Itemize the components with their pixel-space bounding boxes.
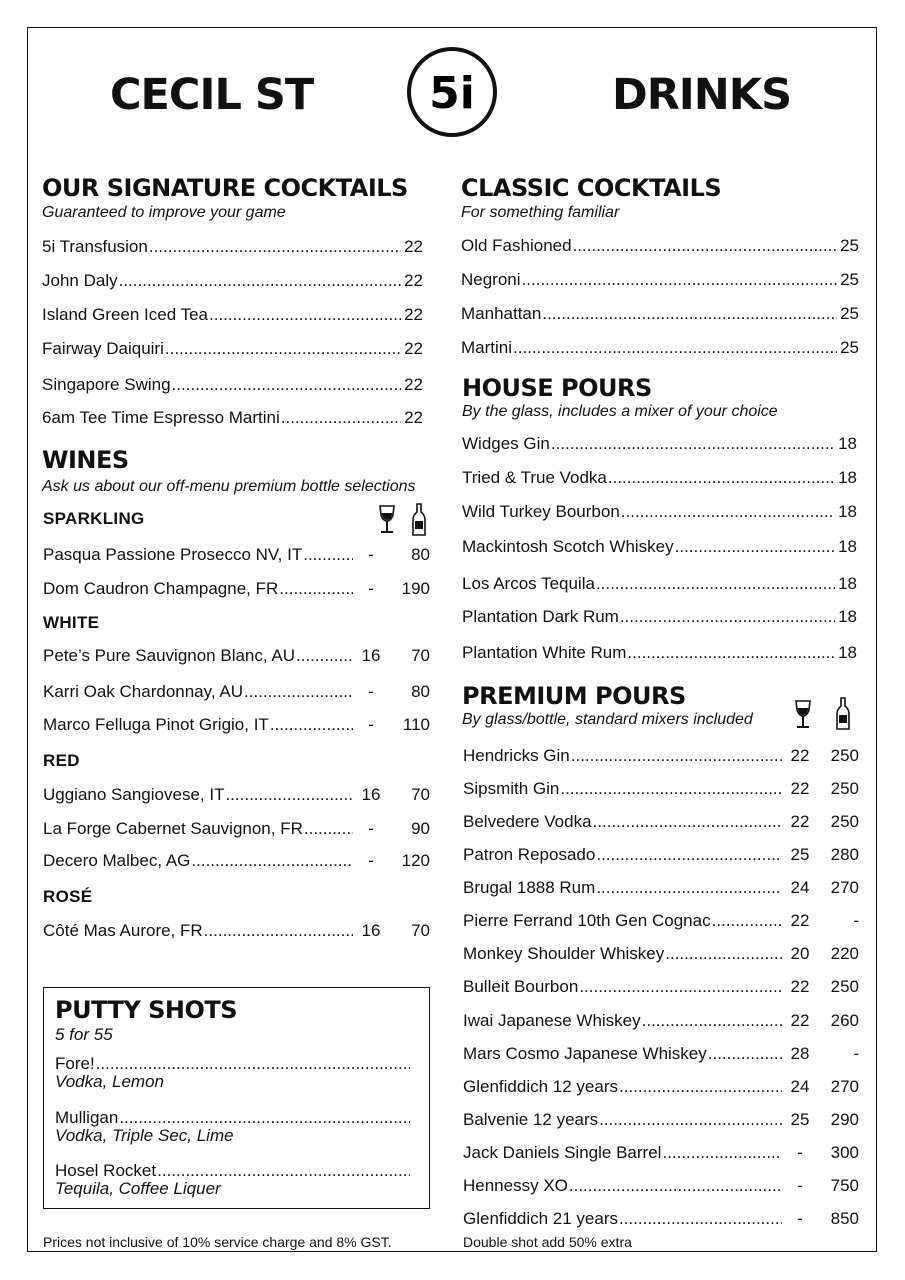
bottle-price: 250	[830, 779, 859, 798]
item-name: Hendricks Gin	[463, 746, 570, 765]
leader-dots	[579, 976, 782, 998]
glass-price: 25	[790, 1110, 810, 1129]
glass-price: -	[797, 1209, 803, 1228]
item-price: 18	[838, 434, 857, 453]
premium-title: PREMIUM POURS	[462, 682, 686, 710]
glass-price: 16	[361, 646, 381, 665]
menu-item	[461, 303, 859, 325]
item-name: Bulleit Bourbon	[463, 977, 579, 996]
menu-item	[462, 501, 857, 523]
header-title: DRINKS	[612, 70, 792, 120]
leader-dots	[225, 784, 353, 806]
red-label: RED	[43, 751, 80, 770]
leader-dots	[675, 536, 835, 558]
wine-item	[43, 681, 430, 703]
item-name: Mars Cosmo Japanese Whiskey	[463, 1044, 707, 1063]
glass-price: 24	[790, 1077, 810, 1096]
item-name: Hennessy XO	[463, 1176, 568, 1195]
item-name: Los Arcos Tequila	[462, 574, 595, 593]
item-name: Martini	[461, 338, 513, 357]
bottle-price: 70	[411, 785, 430, 804]
header-location: CECIL ST	[110, 70, 314, 120]
wine-item	[43, 544, 430, 566]
wines-subtitle: Ask us about our off-menu premium bottle selections	[42, 478, 416, 495]
premium-item	[463, 778, 859, 800]
item-name: Glenfiddich 21 years	[463, 1209, 618, 1228]
glass-price: 22	[790, 911, 810, 930]
menu-item	[462, 536, 857, 558]
leader-dots	[296, 645, 353, 667]
shot-ingredients: Tequila, Coffee Liquer	[55, 1179, 221, 1198]
wine-glass-icon	[378, 505, 396, 540]
bottle-price: 300	[830, 1143, 859, 1162]
leader-dots	[620, 606, 835, 628]
leader-dots	[165, 338, 401, 360]
bottle-price: 280	[830, 845, 859, 864]
footer-service-note: Prices not inclusive of 10% service charge and 8% GST.	[43, 1234, 392, 1250]
wine-glass-icon	[794, 700, 812, 735]
leader-dots	[608, 467, 835, 489]
premium-item	[463, 745, 859, 767]
item-price: 22	[404, 305, 423, 324]
premium-item	[463, 1109, 859, 1131]
bottle-price: 220	[830, 944, 859, 963]
item-name: Glenfiddich 12 years	[463, 1077, 618, 1096]
glass-price: -	[368, 545, 374, 564]
leader-dots	[304, 818, 353, 840]
leader-dots	[596, 877, 782, 899]
item-price: 22	[404, 271, 423, 290]
leader-dots	[599, 1109, 782, 1131]
item-name: Jack Daniels Single Barrel	[463, 1143, 662, 1162]
menu-item	[42, 270, 423, 292]
wine-item	[43, 578, 430, 600]
item-name: 5i Transfusion	[42, 237, 148, 256]
bottle-price: 750	[830, 1176, 859, 1195]
putty-shots-box	[43, 987, 430, 1209]
white-label: WHITE	[43, 613, 100, 632]
wine-item	[43, 850, 430, 872]
leader-dots	[642, 1010, 782, 1032]
premium-item	[463, 943, 859, 965]
premium-item	[463, 1043, 859, 1065]
leader-dots	[522, 269, 838, 291]
shots-title: PUTTY SHOTS	[55, 996, 238, 1024]
wine-item	[43, 714, 430, 736]
glass-price: 20	[790, 944, 810, 963]
glass-price: 22	[790, 746, 810, 765]
leader-dots	[662, 1142, 782, 1164]
shot-name: Fore!	[55, 1054, 95, 1073]
item-price: 18	[838, 574, 857, 593]
premium-item	[463, 1175, 859, 1197]
item-price: 25	[840, 270, 859, 289]
premium-item	[463, 1142, 859, 1164]
item-name: Karri Oak Chardonnay, AU	[43, 682, 243, 701]
item-name: Pete’s Pure Sauvignon Blanc, AU	[43, 646, 296, 665]
leader-dots	[119, 270, 401, 292]
leader-dots	[270, 714, 353, 736]
leader-dots	[204, 920, 353, 942]
item-price: 18	[838, 502, 857, 521]
premium-item	[463, 1076, 859, 1098]
premium-item	[463, 811, 859, 833]
item-price: 22	[404, 339, 423, 358]
glass-price: -	[368, 715, 374, 734]
item-name: 6am Tee Time Espresso Martini	[42, 408, 280, 427]
item-name: Uggiano Sangiovese, IT	[43, 785, 225, 804]
item-name: Negroni	[461, 270, 521, 289]
item-name: Singapore Swing	[42, 375, 171, 394]
bottle-price: 70	[411, 646, 430, 665]
item-price: 25	[840, 338, 859, 357]
bottle-price: 850	[830, 1209, 859, 1228]
rose-label: ROSÉ	[43, 887, 93, 906]
bottle-price: 250	[830, 812, 859, 831]
premium-item	[463, 910, 859, 932]
wine-item	[43, 784, 430, 806]
bottle-price: 270	[830, 878, 859, 897]
bottle-price: 260	[830, 1011, 859, 1030]
glass-price: -	[368, 579, 374, 598]
leader-dots	[571, 745, 782, 767]
leader-dots	[244, 681, 353, 703]
menu-item	[462, 606, 857, 628]
premium-item	[463, 844, 859, 866]
shot-ingredients: Vodka, Lemon	[55, 1072, 164, 1091]
leader-dots	[569, 1175, 782, 1197]
leader-dots	[191, 850, 353, 872]
menu-item	[462, 467, 857, 489]
glass-price: 24	[790, 878, 810, 897]
item-name: Plantation White Rum	[462, 643, 627, 662]
leader-dots	[627, 642, 835, 664]
glass-price: -	[368, 682, 374, 701]
bottle-price: -	[853, 1044, 859, 1063]
glass-price: -	[368, 851, 374, 870]
leader-dots	[172, 374, 402, 396]
bottle-price: 290	[830, 1110, 859, 1129]
logo	[406, 46, 498, 138]
item-name: Balvenie 12 years	[463, 1110, 599, 1129]
glass-price: -	[368, 819, 374, 838]
item-name: Fairway Daiquiri	[42, 339, 164, 358]
item-name: John Daly	[42, 271, 118, 290]
item-name: Pierre Ferrand 10th Gen Cognac	[463, 911, 711, 930]
glass-price: 22	[790, 977, 810, 996]
bottle-price: 250	[830, 746, 859, 765]
bottle-price: 90	[411, 819, 430, 838]
glass-price: 28	[790, 1044, 810, 1063]
menu-item	[461, 269, 859, 291]
item-name: Marco Felluga Pinot Grigio, IT	[43, 715, 269, 734]
item-price: 22	[404, 375, 423, 394]
item-name: Pasqua Passione Prosecco NV, IT	[43, 545, 303, 564]
item-name: Wild Turkey Bourbon	[462, 502, 620, 521]
menu-item	[42, 236, 423, 258]
signature-title: OUR SIGNATURE COCKTAILS	[42, 174, 408, 202]
signature-subtitle: Guaranteed to improve your game	[42, 204, 286, 221]
leader-dots	[542, 303, 837, 325]
item-name: Widges Gin	[462, 434, 550, 453]
house-title: HOUSE POURS	[462, 374, 652, 402]
leader-dots	[619, 1076, 782, 1098]
leader-dots	[281, 407, 401, 429]
bottle-price: 250	[830, 977, 859, 996]
footer-double-shot-note: Double shot add 50% extra	[463, 1234, 632, 1250]
item-name: Patron Reposado	[463, 845, 596, 864]
bottle-price: 80	[411, 682, 430, 701]
item-name: Island Green Iced Tea	[42, 305, 209, 324]
leader-dots	[560, 778, 782, 800]
glass-price: 16	[361, 921, 381, 940]
item-price: 18	[838, 468, 857, 487]
item-price: 18	[838, 643, 857, 662]
item-name: Decero Malbec, AG	[43, 851, 191, 870]
glass-price: -	[797, 1176, 803, 1195]
item-price: 25	[840, 304, 859, 323]
wine-bottle-icon	[412, 503, 426, 542]
bottle-price: 120	[401, 851, 430, 870]
item-name: Monkey Shoulder Whiskey	[463, 944, 665, 963]
bottle-price: 110	[402, 715, 430, 734]
bottle-price: 80	[411, 545, 430, 564]
bottle-price: 70	[411, 921, 430, 940]
item-name: Belvedere Vodka	[463, 812, 592, 831]
leader-dots	[551, 433, 835, 455]
item-name: Old Fashioned	[461, 236, 572, 255]
leader-dots	[619, 1208, 782, 1230]
classic-title: CLASSIC COCKTAILS	[461, 174, 722, 202]
wine-item	[43, 818, 430, 840]
glass-price: 22	[790, 779, 810, 798]
item-price: 22	[404, 237, 423, 256]
menu-item	[462, 433, 857, 455]
glass-price: -	[797, 1143, 803, 1162]
bottle-price: 190	[401, 579, 430, 598]
leader-dots	[593, 811, 782, 833]
shot-ingredients: Vodka, Triple Sec, Lime	[55, 1126, 234, 1145]
item-name: Brugal 1888 Rum	[463, 878, 596, 897]
item-name: Plantation Dark Rum	[462, 607, 619, 626]
premium-subtitle: By glass/bottle, standard mixers included	[462, 711, 753, 728]
premium-item	[463, 1010, 859, 1032]
item-price: 25	[840, 236, 859, 255]
item-name: Côté Mas Aurore, FR	[43, 921, 203, 940]
classic-subtitle: For something familiar	[461, 204, 620, 221]
wine-item	[43, 645, 430, 667]
glass-price: 22	[790, 1011, 810, 1030]
glass-price: 16	[361, 785, 381, 804]
wine-item	[43, 920, 430, 942]
leader-dots	[513, 337, 837, 359]
bottle-price: 270	[830, 1077, 859, 1096]
glass-price: 25	[790, 845, 810, 864]
item-name: Dom Caudron Champagne, FR	[43, 579, 279, 598]
leader-dots	[712, 910, 782, 932]
leader-dots	[573, 235, 838, 257]
leader-dots	[279, 578, 353, 600]
premium-item	[463, 976, 859, 998]
premium-item	[463, 877, 859, 899]
logo-text: 5i	[429, 68, 475, 119]
sparkling-label: SPARKLING	[43, 509, 145, 528]
leader-dots	[209, 304, 401, 326]
wine-bottle-icon	[836, 697, 850, 736]
leader-dots	[708, 1043, 782, 1065]
item-price: 22	[404, 408, 423, 427]
premium-item	[463, 1208, 859, 1230]
leader-dots	[596, 573, 835, 595]
glass-price: 22	[790, 812, 810, 831]
shot-name: Hosel Rocket	[55, 1161, 157, 1180]
leader-dots	[621, 501, 835, 523]
item-name: Manhattan	[461, 304, 542, 323]
item-name: Sipsmith Gin	[463, 779, 560, 798]
shots-subtitle: 5 for 55	[55, 1025, 113, 1044]
menu-item	[42, 374, 423, 396]
leader-dots	[596, 844, 782, 866]
leader-dots	[149, 236, 401, 258]
menu-item	[462, 573, 857, 595]
menu-item	[42, 407, 423, 429]
leader-dots	[303, 544, 353, 566]
item-name: Mackintosh Scotch Whiskey	[462, 537, 674, 556]
bottle-price: -	[853, 911, 859, 930]
item-name: La Forge Cabernet Sauvignon, FR	[43, 819, 303, 838]
item-name: Iwai Japanese Whiskey	[463, 1011, 641, 1030]
leader-dots	[665, 943, 782, 965]
menu-item	[461, 235, 859, 257]
item-name: Tried & True Vodka	[462, 468, 607, 487]
item-price: 18	[838, 537, 857, 556]
menu-item	[462, 642, 857, 664]
menu-item	[42, 304, 423, 326]
menu-item	[461, 337, 859, 359]
menu-item	[42, 338, 423, 360]
shot-name: Mulligan	[55, 1108, 119, 1127]
house-subtitle: By the glass, includes a mixer of your choice	[462, 403, 778, 420]
item-price: 18	[838, 607, 857, 626]
wines-title: WINES	[42, 446, 129, 474]
